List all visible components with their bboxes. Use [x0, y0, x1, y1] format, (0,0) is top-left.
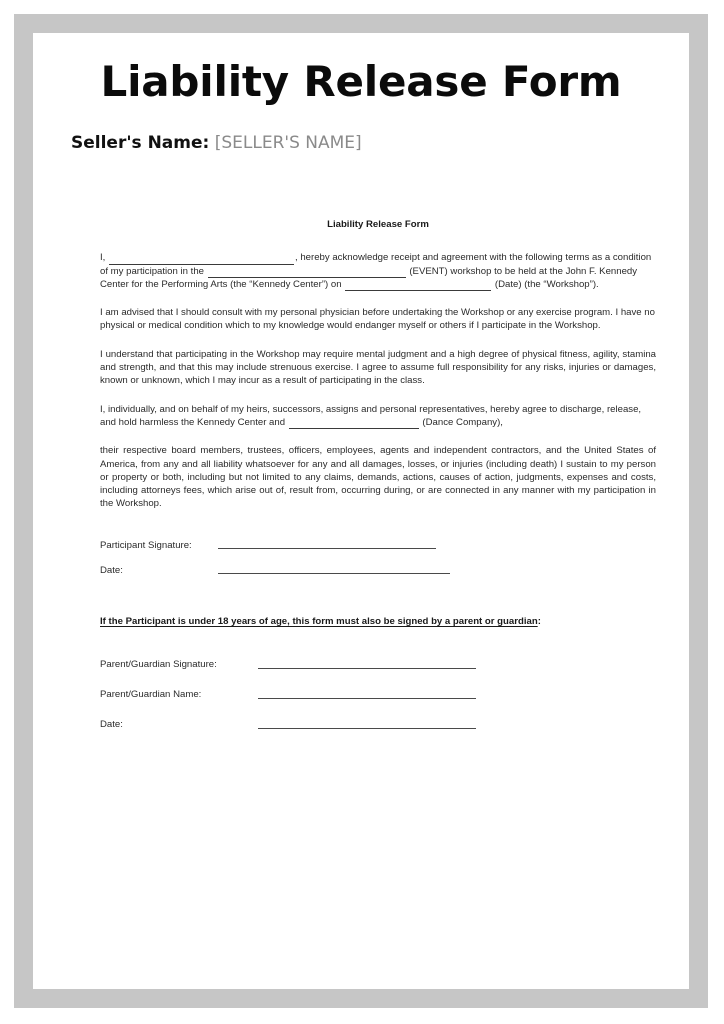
minor-notice-text: If the Participant is under 18 years of age, this form must also be signed by a parent or guardian — [100, 615, 538, 627]
participant-signature-line[interactable] — [218, 548, 436, 549]
event-date-blank[interactable] — [345, 281, 491, 291]
event-name-blank[interactable] — [208, 268, 406, 278]
minor-notice-colon: : — [537, 615, 541, 627]
guardian-name-label: Parent/Guardian Name: — [100, 689, 202, 701]
row-guardian-signature — [100, 658, 656, 688]
participant-signature-block — [100, 539, 656, 589]
minor-participant-notice — [100, 615, 656, 628]
guardian-date-line[interactable] — [258, 728, 476, 729]
participant-date-line[interactable] — [218, 573, 450, 574]
guardian-name-line[interactable] — [258, 698, 476, 699]
participant-name-blank[interactable] — [109, 255, 294, 265]
para1-part4: (Date) (the “Workshop”). — [494, 278, 599, 290]
page-title: Liability Release Form — [100, 57, 622, 106]
para4-part1: I, individually, and on behalf of my heirs, successors, assigns and personal representatives, hereby agree to discharge, release, and hold harmless the Kennedy Center and — [100, 403, 642, 428]
guardian-signature-block — [100, 658, 656, 748]
para1-part1: I, — [100, 252, 106, 264]
paragraph-release-intro — [100, 403, 656, 430]
guardian-signature-line[interactable] — [258, 668, 476, 669]
paragraph-release-continued: their respective board members, trustees, officers, employees, agents and independent contractors, and the United States of America, from any and all liability whatsoever for any and all damages, losses, or injuries (including death) I sustain to my person or property or both, including but not limited to any claims, demands, actions, causes of action, judgments, expenses and costs, including attorneys fees, which arise out of, result from, occurring during, or are connected in any manner with my participation in the Workshop. — [100, 445, 656, 510]
paragraph-assumption-of-risk: I understand that participating in the Workshop may require mental judgment and a high degree of physical fitness, agility, stamina and strength, and that this may include strenuous exercise. I agree to assume full responsibility for any risks, injuries or damages, known or unknown, which I may incur as a result of participating in the class. — [100, 348, 656, 387]
participant-signature-label: Participant Signature: — [100, 539, 192, 551]
row-participant-date — [100, 564, 656, 589]
para4-part2: (Dance Company), — [422, 416, 503, 428]
body-heading: Liability Release Form — [327, 219, 429, 230]
row-guardian-name — [100, 688, 656, 718]
seller-name-value: [SELLER'S NAME] — [214, 133, 362, 153]
document-body — [100, 218, 656, 748]
dance-company-blank[interactable] — [289, 419, 419, 429]
document-sheet — [33, 33, 689, 989]
participant-date-label: Date: — [100, 564, 123, 576]
seller-name-label: Seller's Name: — [71, 133, 210, 153]
paragraph-acknowledgement — [100, 251, 656, 291]
page-border-frame — [14, 14, 708, 1008]
guardian-date-label: Date: — [100, 719, 123, 731]
clipped-seller-name-header — [71, 133, 491, 165]
paragraph-physician: I am advised that I should consult with my personal physician before undertaking the Workshop or any exercise program. I have no physical or medical condition which to my knowledge would endanger myself or others if I participate in the Workshop. — [100, 307, 655, 332]
row-participant-signature — [100, 539, 656, 564]
guardian-signature-label: Parent/Guardian Signature: — [100, 659, 217, 671]
para1-part2: , hereby acknowledge receipt and agreement with the following terms as a condition of my participation in the — [100, 252, 652, 277]
row-guardian-date — [100, 718, 656, 748]
para1-part3: (EVENT) workshop to be held at the John F. Kennedy Center for the Performing Arts (the “Kennedy Center”) on — [100, 265, 638, 290]
